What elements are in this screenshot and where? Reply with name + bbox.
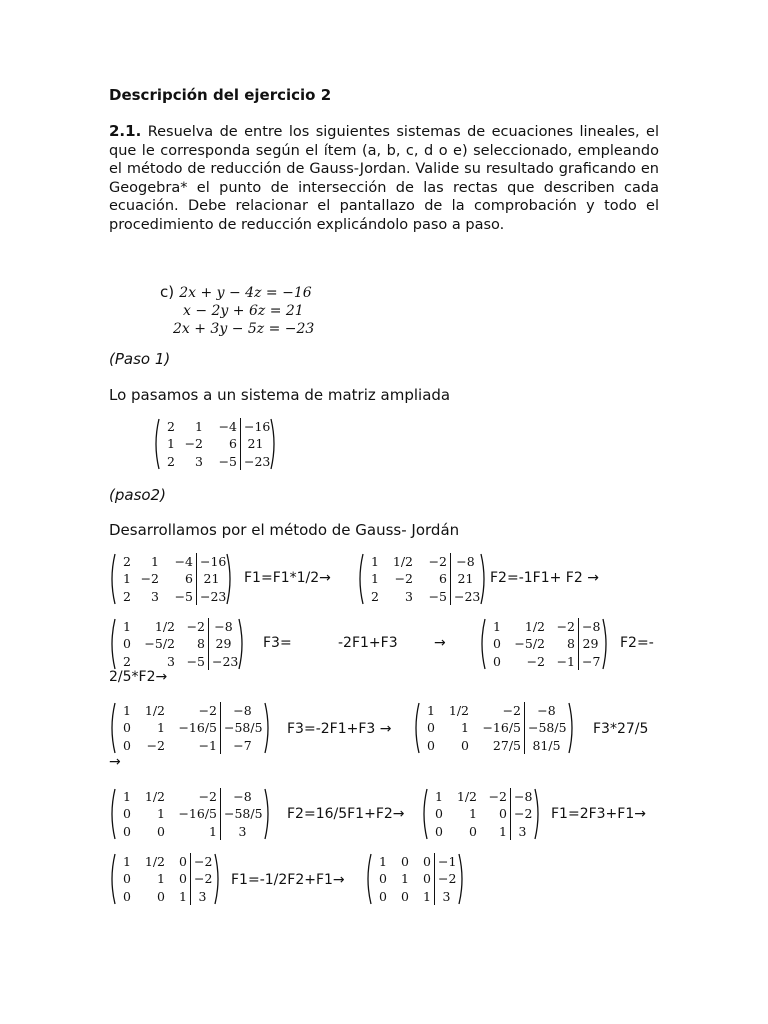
matrix-step-8 <box>420 788 542 840</box>
matrix-cell: −5 <box>186 653 205 669</box>
matrix-cell: −8 <box>208 618 238 635</box>
matrix-cell: 1 <box>157 871 165 887</box>
matrix-cell: 1 <box>469 806 477 822</box>
step-1-text: Lo pasamos a un sistema de matriz ampliada <box>109 386 451 404</box>
right-paren <box>480 553 488 605</box>
equation-system <box>160 283 314 337</box>
matrix-cell: −8 <box>220 788 264 805</box>
left-paren <box>152 418 160 470</box>
matrix-cell: 29 <box>208 635 238 652</box>
system-label: c) <box>160 283 175 301</box>
matrix-cell: −2 <box>502 703 521 718</box>
right-paren <box>264 702 272 754</box>
matrix-cell: 0 <box>493 636 501 652</box>
matrix-step-2 <box>356 553 488 605</box>
matrix-cell: 2 <box>167 453 175 469</box>
matrix-cell: −8 <box>524 702 568 719</box>
matrix-cell: 8 <box>567 636 575 652</box>
matrix-cell: −2 <box>556 619 575 634</box>
matrix-cell: −58/5 <box>524 719 568 736</box>
matrix-cell: 1 <box>167 436 175 452</box>
section-heading: Descripción del ejercicio 2 <box>109 86 332 104</box>
matrix-cell: −16/5 <box>178 806 217 822</box>
right-paren <box>214 853 222 905</box>
equation-1: 2x + y − 4z = −16 <box>179 285 312 301</box>
matrix-cell: 1 <box>123 619 131 634</box>
matrix-cell: 2 <box>371 588 379 604</box>
left-paren <box>108 702 116 754</box>
matrix-cell: 0 <box>493 653 501 669</box>
matrix-cell: 0 <box>179 871 187 887</box>
matrix-cell: −23 <box>240 453 270 470</box>
matrix-cell: 0 <box>123 737 131 753</box>
step-1-label: (Paso 1) <box>109 350 171 368</box>
matrix-cell: −2 <box>198 789 217 804</box>
matrix-cell: −8 <box>450 553 480 570</box>
matrix-step-6 <box>412 702 576 754</box>
matrix-cell: −5/2 <box>144 636 175 652</box>
matrix-cell: 1 <box>423 888 431 904</box>
matrix-cell: −2 <box>488 789 507 804</box>
matrix-cell: −2 <box>198 703 217 718</box>
operation-3c: → <box>434 635 446 651</box>
matrix-cell: −2 <box>190 853 214 870</box>
matrix-cell: 3 <box>167 653 175 669</box>
matrix-cell: −5 <box>218 453 237 469</box>
matrix-cell: 1 <box>371 554 379 569</box>
matrix-cell: 2 <box>123 554 131 569</box>
matrix-cell: 1 <box>195 419 203 434</box>
matrix-cell: −1 <box>434 853 458 870</box>
matrix-cell: 0 <box>123 871 131 887</box>
matrix-cell: 1 <box>499 823 507 839</box>
operation-4a: F2=- <box>620 635 654 651</box>
matrix-cell: 1 <box>427 703 435 718</box>
matrix-cell: 0 <box>435 823 443 839</box>
matrix-cell: −2 <box>184 436 203 452</box>
matrix-cell: 6 <box>185 571 193 587</box>
matrix-cell: −2 <box>394 571 413 587</box>
matrix-cell: −2 <box>526 653 545 669</box>
matrix-cell: 1 <box>157 720 165 736</box>
matrix-cell: 3 <box>151 588 159 604</box>
equation-3: 2x + 3y − 5z = −23 <box>173 321 315 337</box>
matrix-cell: −58/5 <box>220 805 264 822</box>
exercise-number: 2.1. <box>109 122 142 140</box>
matrix-cell: −1 <box>556 653 575 669</box>
matrix-cell: 1/2 <box>456 789 477 804</box>
matrix-cell: −16/5 <box>482 720 521 736</box>
matrix-cell: 1 <box>379 854 387 869</box>
step-2-text: Desarrollamos por el método de Gauss- Jordán <box>109 521 460 539</box>
left-paren <box>420 788 428 840</box>
matrix-cell: −2 <box>186 619 205 634</box>
matrix-step-10 <box>364 853 466 905</box>
matrix-cell: −2 <box>434 870 458 887</box>
matrix-cell: 2 <box>123 653 131 669</box>
matrix-cell: 1 <box>435 789 443 804</box>
matrix-cell: 0 <box>427 737 435 753</box>
matrix-cell: 0 <box>423 854 431 869</box>
matrix-cell: −1 <box>198 737 217 753</box>
left-paren <box>364 853 372 905</box>
right-paren <box>226 553 234 605</box>
matrix-cell: 0 <box>423 871 431 887</box>
matrix-cell: 0 <box>123 636 131 652</box>
matrix-cell: 0 <box>379 888 387 904</box>
matrix-cell: −2 <box>510 805 534 822</box>
matrix-cell: 3 <box>434 888 458 905</box>
matrix-cell: −2 <box>146 737 165 753</box>
matrix-cell: 6 <box>439 571 447 587</box>
matrix-cell: 0 <box>123 823 131 839</box>
left-paren <box>108 553 116 605</box>
left-paren <box>412 702 420 754</box>
matrix-cell: −2 <box>140 571 159 587</box>
right-paren <box>568 702 576 754</box>
matrix-cell: 0 <box>435 806 443 822</box>
right-paren <box>264 788 272 840</box>
matrix-cell: 81/5 <box>524 737 568 754</box>
matrix-cell: −5 <box>428 588 447 604</box>
matrix-cell: 1 <box>151 554 159 569</box>
operation-8: F1=2F3+F1→ <box>551 806 646 822</box>
matrix-cell: −2 <box>428 554 447 569</box>
matrix-cell: −5/2 <box>514 636 545 652</box>
left-paren <box>108 788 116 840</box>
matrix-cell: 6 <box>229 436 237 452</box>
matrix-cell: −5 <box>174 588 193 604</box>
matrix-step-1 <box>108 553 234 605</box>
exercise-statement <box>109 122 659 234</box>
matrix-step-4 <box>478 618 610 670</box>
matrix-cell: 0 <box>461 737 469 753</box>
right-paren <box>534 788 542 840</box>
matrix-cell: 0 <box>123 720 131 736</box>
right-paren <box>602 618 610 670</box>
operation-3b: -2F1+F3 <box>338 635 398 651</box>
matrix-cell: 0 <box>469 823 477 839</box>
matrix-cell: 0 <box>401 888 409 904</box>
equation-2: x − 2y + 6z = 21 <box>183 303 304 319</box>
matrix-cell: −23 <box>208 653 238 670</box>
matrix-cell: 1 <box>157 806 165 822</box>
right-paren <box>270 418 278 470</box>
matrix-cell: −8 <box>510 788 534 805</box>
operation-9: F1=-1/2F2+F1→ <box>231 872 345 888</box>
matrix-cell: 29 <box>578 635 602 652</box>
operation-3a: F3= <box>263 635 292 651</box>
matrix-cell: 0 <box>157 888 165 904</box>
matrix-cell: 3 <box>405 588 413 604</box>
operation-7: F2=16/5F1+F2→ <box>287 806 405 822</box>
matrix-cell: 1/2 <box>144 789 165 804</box>
matrix-cell: 3 <box>190 888 214 905</box>
matrix-cell: 3 <box>220 823 264 840</box>
matrix-cell: 1 <box>179 888 187 904</box>
augmented-matrix-initial <box>152 418 278 470</box>
matrix-cell: −23 <box>196 588 226 605</box>
matrix-step-5 <box>108 702 272 754</box>
matrix-cell: 0 <box>427 720 435 736</box>
matrix-cell: 1/2 <box>524 619 545 634</box>
matrix-cell: 2 <box>167 419 175 434</box>
matrix-cell: −7 <box>220 737 264 754</box>
left-paren <box>108 618 116 670</box>
matrix-step-7 <box>108 788 272 840</box>
matrix-cell: 0 <box>157 823 165 839</box>
matrix-cell: 1 <box>123 789 131 804</box>
matrix-cell: 0 <box>401 854 409 869</box>
matrix-step-3 <box>108 618 246 670</box>
matrix-cell: 1 <box>371 571 379 587</box>
matrix-cell: 3 <box>510 823 534 840</box>
left-paren <box>356 553 364 605</box>
matrix-cell: −2 <box>190 870 214 887</box>
matrix-cell: 0 <box>179 854 187 869</box>
step-2-label: (paso2) <box>109 486 166 504</box>
matrix-cell: −16 <box>240 418 270 435</box>
matrix-cell: 1 <box>461 720 469 736</box>
matrix-cell: 8 <box>197 636 205 652</box>
matrix-cell: 3 <box>195 453 203 469</box>
matrix-cell: 21 <box>196 570 226 587</box>
matrix-cell: −16 <box>196 553 226 570</box>
right-paren <box>238 618 246 670</box>
matrix-cell: 1/2 <box>392 554 413 569</box>
matrix-cell: −8 <box>578 618 602 635</box>
matrix-cell: 21 <box>450 570 480 587</box>
right-paren <box>458 853 466 905</box>
matrix-cell: 0 <box>499 806 507 822</box>
matrix-cell: 1/2 <box>144 854 165 869</box>
matrix-cell: −23 <box>450 588 480 605</box>
matrix-cell: −16/5 <box>178 720 217 736</box>
operation-6b: → <box>109 754 121 770</box>
matrix-cell: 2 <box>123 588 131 604</box>
matrix-cell: 0 <box>123 888 131 904</box>
matrix-cell: 1 <box>123 854 131 869</box>
matrix-cell: −8 <box>220 702 264 719</box>
matrix-cell: 27/5 <box>492 737 521 753</box>
matrix-cell: 1 <box>493 619 501 634</box>
matrix-cell: 1/2 <box>448 703 469 718</box>
matrix-cell: −58/5 <box>220 719 264 736</box>
matrix-cell: −4 <box>218 419 237 434</box>
operation-6a: F3*27/5 <box>593 721 649 737</box>
matrix-cell: 1 <box>209 823 217 839</box>
operation-2: F2=-1F1+ F2 → <box>490 570 599 586</box>
matrix-cell: 1 <box>401 871 409 887</box>
matrix-cell: 1/2 <box>154 619 175 634</box>
matrix-cell: −7 <box>578 653 602 670</box>
left-paren <box>478 618 486 670</box>
operation-5: F3=-2F1+F3 → <box>287 721 392 737</box>
matrix-cell: 1 <box>123 703 131 718</box>
matrix-cell: 0 <box>123 806 131 822</box>
operation-4b: 2/5*F2→ <box>109 669 168 685</box>
exercise-text: Resuelva de entre los siguientes sistemas de ecuaciones lineales, el que le corresponda según el ítem (a, b, c, d o e) seleccionado, empleando el método de reducción de Gauss-Jordan. Valide su resultado graficando en Geogebra* el punto de intersección de las rectas que describen cada ecuación. Debe relacionar el pantallazo de la comprobación y todo el procedimiento de reducción explicándolo paso a paso. <box>109 124 660 233</box>
matrix-step-9 <box>108 853 222 905</box>
matrix-cell: 1 <box>123 571 131 587</box>
matrix-cell: 0 <box>379 871 387 887</box>
matrix-cell: 1/2 <box>144 703 165 718</box>
matrix-cell: −4 <box>174 554 193 569</box>
left-paren <box>108 853 116 905</box>
operation-1: F1=F1*1/2→ <box>244 570 331 586</box>
matrix-cell: 21 <box>240 435 270 452</box>
